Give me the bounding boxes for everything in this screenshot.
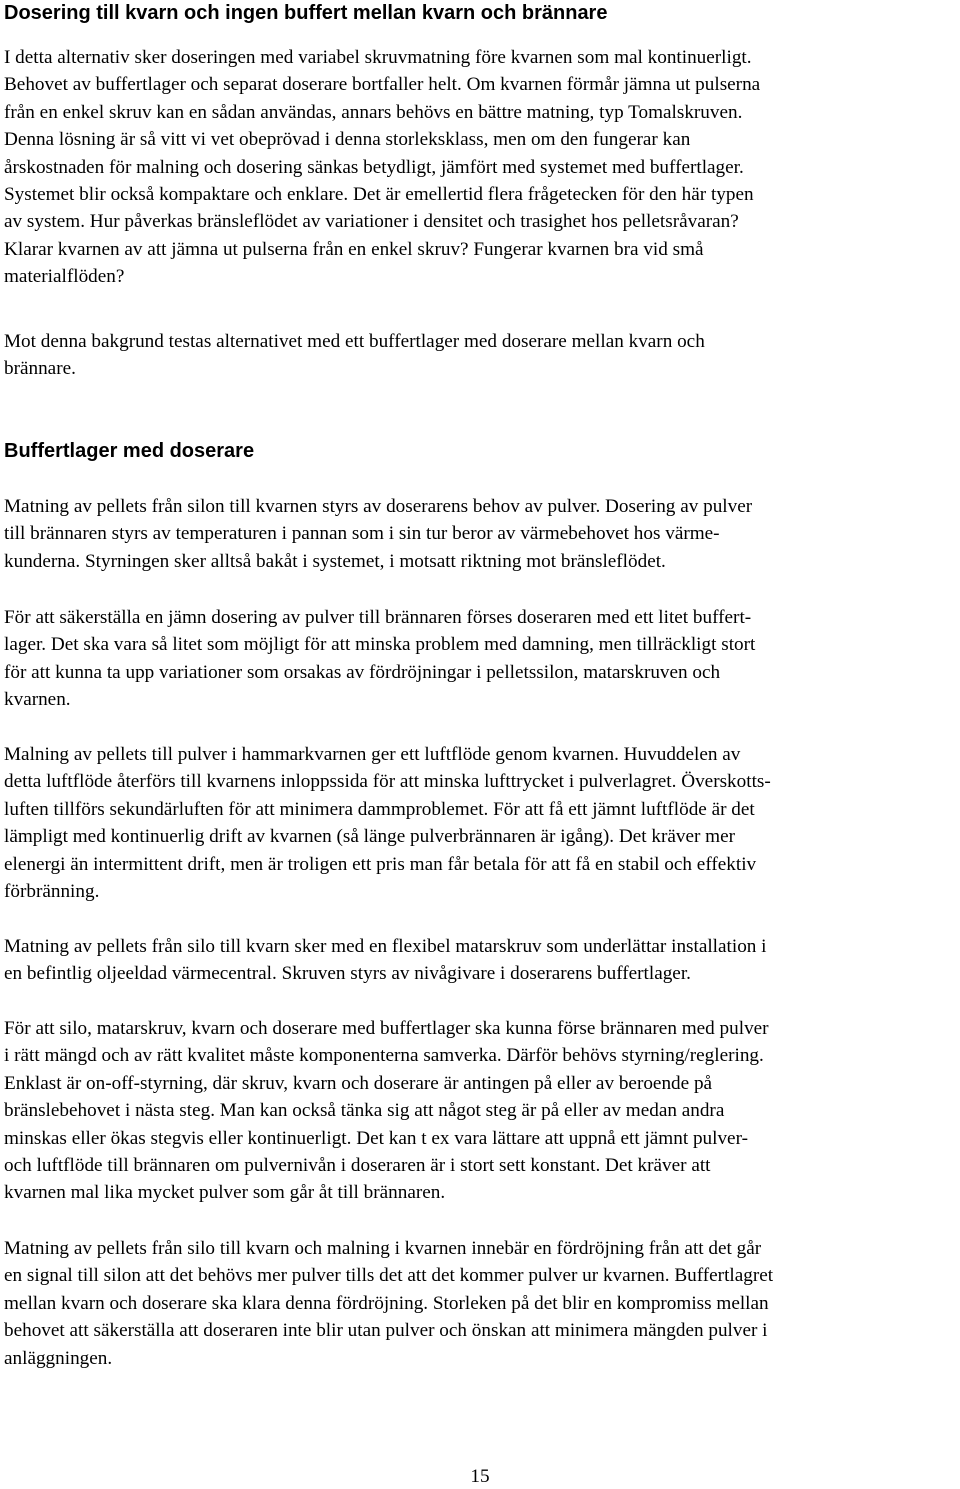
paragraph-intro: I detta alternativ sker doseringen med variabel skruvmatning före kvarnen som mal kontinuerligt. Behovet av buffertlager och separat doserare bortfaller helt. Om kvarnen förmår jämna ut pulserna från en enkel skruv kan en sådan användas, annars behövs en bättre matning, typ Tomalskruven. Denna lösning är så vitt vi vet obeprövad i denna storleksklass, men om den fungerar kan årskostnaden för malning och dosering sänkas betydligt, jämfört med systemet med buffertlager. Systemet blir också kompaktare och enklare. Det är emellertid flera frågetecken för den här typen av system. Hur påverkas bränsleflödet av variationer i densitet och trasighet hos pelletsråvaran? Klarar kvarnen av att jämna ut pulserna från en enkel skruv? Fungerar kvarnen bra vid små materialflöden? [4, 47, 761, 288]
paragraph-feed-control: Matning av pellets från silon till kvarnen styrs av doserarens behov av pulver. Dosering av pulver till brännaren styrs av temperaturen i pannan som i sin tur beror av värmebehovet hos värme- kunderna. Styrningen sker alltså bakåt i systemet, i motsatt riktning mot bränsleflödet. [4, 496, 753, 572]
paragraph-milling-airflow: Malning av pellets till pulver i hammarkvarnen ger ett luftflöde genom kvarnen. Huvuddelen av detta luftflöde återförs till kvarnens inloppssida för att minska lufttrycket i pulverlagret. Överskotts- luften tillförs sekundärluften för att minimera dammproblemet. För att få ett jämnt luftflöde är det lämpligt med kontinuerlig drift av kvarnen (så länge pulverbrännaren är igång). Det kräver mer elenergi än intermittent drift, men är troligen ett pris man får betala för att få en stabil och effektiv förbränning. [4, 744, 771, 903]
paragraph-buffer: För att säkerställa en jämn dosering av pulver till brännaren förses doseraren med ett litet buffert- lager. Det ska vara så litet som möjligt för att minska problem med damning, men tillräckligt stort för att kunna ta upp variationer som orsakas av fördröjningar i pelletssilon, matarskruven och kvarnen. [4, 607, 756, 711]
page-number: 15 [470, 1466, 490, 1487]
paragraph-delay: Matning av pellets från silo till kvarn och malning i kvarnen innebär en fördröjning från att det går en signal till silon att det behövs mer pulver tills det att det kommer pulver ur kvarnen. Buffertlagret mellan kvarn och doserare ska klara denna fördröjning. Storleken på det blir en kompromiss mellan behovet att säkerställa att doseraren inte blir utan pulver och önskan att minimera mängden pulver i anläggningen. [4, 1238, 774, 1369]
section-heading-buffertlager: Buffertlager med doserare [4, 440, 255, 462]
section-heading-dosering: Dosering till kvarn och ingen buffert mellan kvarn och brännare [4, 2, 608, 24]
paragraph-background: Mot denna bakgrund testas alternativet med ett buffertlager med doserare mellan kvarn och brännare. [4, 331, 705, 380]
paragraph-control-regulation: För att silo, matarskruv, kvarn och doserare med buffertlager ska kunna förse brännaren med pulver i rätt mängd och av rätt kvalitet måste komponenterna samverka. Därför behövs styrning/reglering. Enklast är on-off-styrning, där skruv, kvarn och doserare är antingen på eller av beroende på bränslebehovet i nästa steg. Man kan också tänka sig att något steg är på eller av medan andra minskas eller ökas stegvis eller kontinuerligt. Det kan t ex vara lättare att uppnå ett jämnt pulver- och luftflöde till brännaren om pulvernivån i doseraren är i stort sett konstant. Det kräver att kvarnen mal lika mycket pulver som går åt till brännaren. [4, 1018, 769, 1204]
paragraph-feed-screw: Matning av pellets från silo till kvarn sker med en flexibel matarskruv som underlättar installation i en befintlig oljeeldad värmecentral. Skruven styrs av nivågivare i doserarens buffertlager. [4, 936, 767, 985]
